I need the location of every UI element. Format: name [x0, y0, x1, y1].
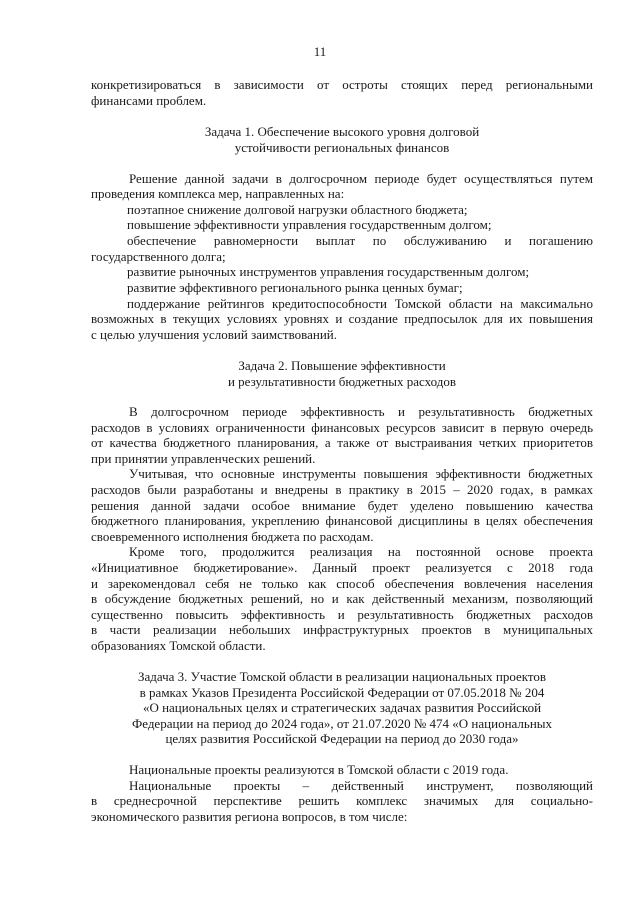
text-line: Решение данной задачи в долгосрочном периоде будет осуществляться путем	[129, 171, 593, 186]
text-line: существенно повысить эффективность и результативность бюджетных расходов	[91, 607, 593, 622]
text-line: проведения комплекса мер, направленных на:	[91, 186, 345, 201]
text-line: обеспечение равномерности выплат по обслуживанию и погашению	[127, 233, 593, 248]
text-line: с целью улучшения условий заимствований.	[91, 327, 338, 342]
text-line: в части реализации небольших инфраструктурных проектов в муниципальных	[91, 622, 593, 637]
text-line: решения данной задачи особое внимание будет уделено повышению качества	[91, 498, 593, 513]
text-line: бюджетного планирования, укреплению финансовой дисциплины в целях обеспечения	[91, 513, 593, 528]
text-line: Учитывая, что основные инструменты повышения эффективности бюджетных	[129, 466, 593, 481]
text-line: Кроме того, продолжится реализация на постоянной основе проекта	[129, 544, 593, 559]
heading-line: устойчивости региональных финансов	[234, 140, 450, 155]
text-line: развитие рыночных инструментов управления государственным долгом;	[127, 264, 530, 279]
text-line: поддержание рейтингов кредитоспособности Томской области на максимально	[127, 296, 593, 311]
text-line: экономического развития региона вопросов, в том числе:	[91, 809, 408, 824]
text-line: расходов были разработаны и внедрены в практику в 2015 – 2020 годах, в рамках	[91, 482, 593, 497]
text-line: в среднесрочной перспективе решить комплекс значимых для социально-	[91, 793, 593, 808]
heading-line: Задача 3. Участие Томской области в реализации национальных проектов	[137, 669, 547, 684]
text-line: Национальные проекты реализуются в Томской области с 2019 года.	[129, 762, 509, 777]
text-line: финансами проблем.	[91, 93, 207, 108]
text-line: от качества бюджетного планирования, а также от выстраивания четких приоритетов	[91, 435, 593, 450]
text-line: расходов в условиях ограниченности финансовых ресурсов зависит в первую очередь	[91, 420, 593, 435]
text-line: развитие эффективного регионального рынка ценных бумаг;	[127, 280, 463, 295]
text-line: поэтапное снижение долговой нагрузки областного бюджета;	[127, 202, 468, 217]
text-line: в обсуждение бюджетных решений, но и как действенный механизм, позволяющий	[91, 591, 593, 606]
heading-line: в рамках Указов Президента Российской Федерации от 07.05.2018 № 204	[139, 685, 545, 700]
heading-line: «О национальных целях и стратегических задачах развития Российской	[142, 700, 542, 715]
text-line: возможных в текущих условиях уровнях и создание предпосылок для их повышения	[91, 311, 593, 326]
text-line: при принятии управленческих решений.	[91, 451, 316, 466]
heading-line: Федерации на период до 2024 года», от 21.07.2020 № 474 «О национальных	[131, 716, 553, 731]
text-line: своевременного исполнения бюджета по расходам.	[91, 529, 374, 544]
heading-line: целях развития Российской Федерации на период до 2030 года»	[165, 731, 519, 746]
text-line: конкретизироваться в зависимости от остроты стоящих перед региональными	[91, 77, 593, 92]
text-line: «Инициативное бюджетирование». Данный проект реализуется с 2018 года	[91, 560, 593, 575]
heading-line: Задача 1. Обеспечение высокого уровня долговой	[204, 124, 480, 139]
text-line: Национальные проекты – действенный инструмент, позволяющий	[129, 778, 593, 793]
page-number: 11	[313, 44, 327, 59]
heading-line: Задача 2. Повышение эффективности	[238, 358, 446, 373]
text-line: и зарекомендовал себя не только как способ обеспечения вовлечения населения	[91, 576, 593, 591]
text-line: В долгосрочном периоде эффективность и результативность бюджетных	[129, 404, 593, 419]
heading-line: и результативности бюджетных расходов	[227, 374, 457, 389]
text-line: государственного долга;	[91, 249, 226, 264]
text-line: повышение эффективности управления государственным долгом;	[127, 217, 492, 232]
text-line: образованиях Томской области.	[91, 638, 266, 653]
